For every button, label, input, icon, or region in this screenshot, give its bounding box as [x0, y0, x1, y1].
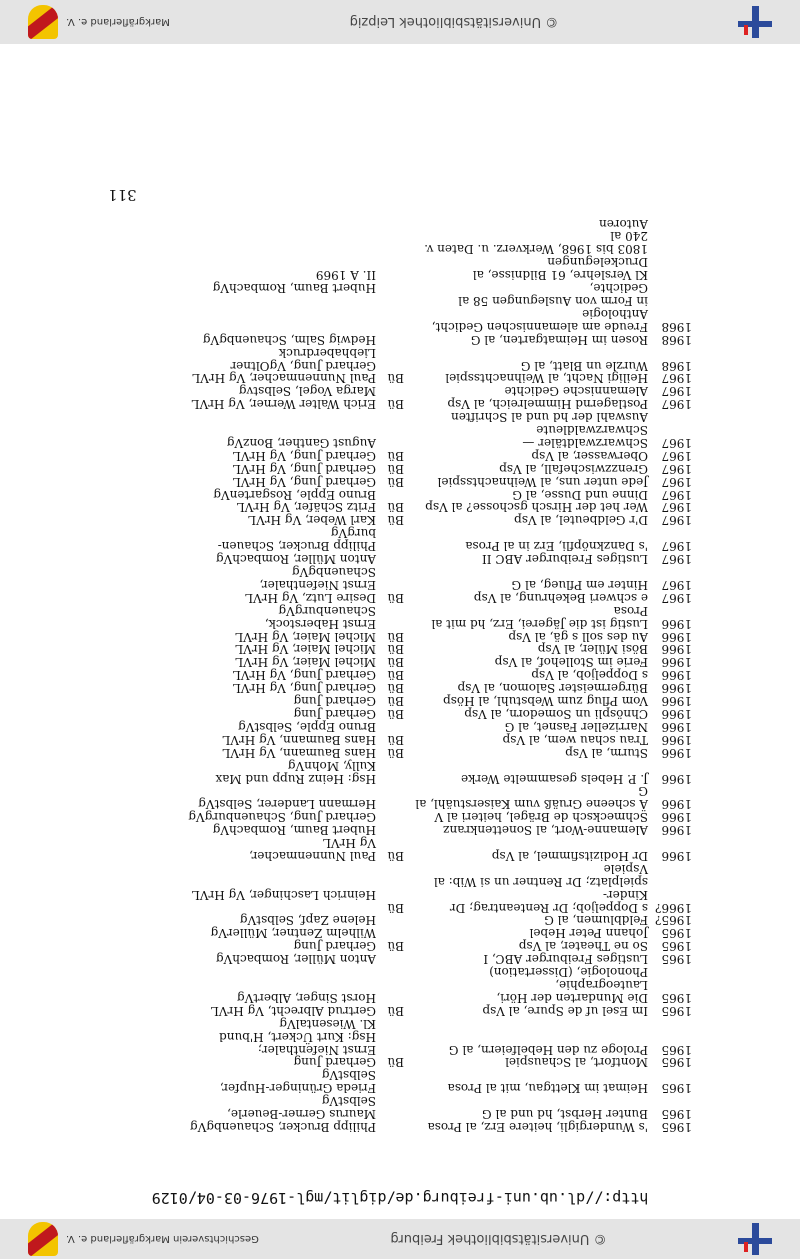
- bibliography-entry: [92, 1004, 692, 1017]
- entry-year: 1965: [661, 1055, 692, 1070]
- entry-author-publisher: Wilhelm Zentner, MüllerVg: [210, 926, 376, 941]
- entry-year: 1966: [661, 655, 692, 670]
- bibliography-entry: [92, 668, 692, 681]
- bibliography-entry: [92, 694, 692, 707]
- entry-author-publisher: Hubert Baum, RombachVg II. A 1969: [212, 268, 376, 296]
- entry-stage-marker: Bü: [387, 848, 404, 863]
- entry-year: 1967: [661, 461, 692, 476]
- crest-icon: [28, 5, 58, 39]
- entry-year: 1965: [661, 1042, 692, 1057]
- entry-title: Johann Peter Hebel: [529, 926, 648, 941]
- bibliography-entry: [92, 488, 692, 501]
- entry-year: 1967: [661, 500, 692, 515]
- entry-year: 1967: [661, 384, 692, 399]
- entry-title: Die Mundarten der Höri, Lauteographie, Phonologie, (Dissertation): [489, 965, 648, 1005]
- entry-author-publisher: Gerhard Jung, VgOltner Liebhaberdruck: [230, 345, 376, 373]
- entry-stage-marker: [376, 384, 404, 397]
- entry-title: Alemannische Gedichte: [504, 384, 648, 399]
- entry-year: 1968: [661, 319, 692, 334]
- bibliography-entry: [92, 707, 692, 720]
- entry-author-publisher: Fritz Schäfer, Vg HrVL: [236, 500, 376, 515]
- entry-stage-marker: Bü: [387, 707, 404, 721]
- entry-year: 1967: [661, 448, 692, 463]
- entry-year: 1965: [661, 952, 692, 967]
- bibliography-entry: [92, 526, 692, 552]
- entry-stage-marker: [376, 720, 404, 733]
- ub-logo-icon: [738, 1223, 772, 1255]
- bibliography-entry: [92, 862, 692, 914]
- entry-title: Heiligi Nacht, al Weihnachtsspiel: [445, 371, 648, 386]
- bibliography-entry: [92, 449, 692, 462]
- entry-year: 1966: [661, 823, 692, 838]
- bibliography-entry: [92, 1120, 692, 1133]
- bibliography-entry: [92, 643, 692, 656]
- entry-author-publisher: Maurus Gerner-Beuerle, SelbstVg: [227, 1094, 376, 1122]
- bibliography-entry: [92, 501, 692, 514]
- entry-stage-marker: Bü: [387, 668, 404, 683]
- header-strip: [0, 1219, 800, 1259]
- entry-stage-marker: [376, 565, 404, 591]
- entry-title: Sturm, al Vsp: [565, 745, 648, 760]
- crest-icon: [28, 1222, 58, 1256]
- entry-title: Au des soll s gä, al Vsp: [508, 629, 648, 644]
- entry-author-publisher: Gerhard Jung, Vg HrVL: [232, 448, 376, 463]
- footer-society-logo: [28, 5, 170, 39]
- bibliography-entry: [92, 681, 692, 694]
- entry-year: 1967: [661, 552, 692, 567]
- bibliography-list: [92, 217, 692, 1133]
- entry-stage-marker: [376, 1094, 404, 1120]
- entry-author-publisher: Horst Singer, AlbertVg: [236, 990, 376, 1005]
- entry-title: Lustiges Freiburger ABC II: [482, 552, 648, 567]
- entry-title: D'r Geldbeutel, al Vsp: [514, 513, 648, 528]
- bibliography-entry: [92, 333, 692, 346]
- entry-author-publisher: Bruno Epple, SelbstVg: [238, 719, 376, 734]
- entry-author-publisher: Hermann Landerer, SelbstVg: [198, 797, 376, 812]
- entry-stage-marker: Bü: [387, 500, 404, 515]
- entry-stage-marker: [376, 810, 404, 823]
- entry-stage-marker: Bü: [387, 694, 404, 709]
- entry-year: 1966: [661, 629, 692, 644]
- header-society-text: Geschichtsverein Markgräflerland e. V.: [66, 1233, 259, 1245]
- bibliography-entry: [92, 410, 692, 449]
- bibliography-entry: [92, 1017, 692, 1056]
- entry-stage-marker: [376, 488, 404, 501]
- entry-year: 1966: [661, 642, 692, 657]
- entry-year: 1966: [661, 848, 692, 863]
- bibliography-entry: [92, 1056, 692, 1069]
- bibliography-entry: [92, 1094, 692, 1120]
- entry-year: 1966: [661, 797, 692, 812]
- entry-stage-marker: Bü: [387, 732, 404, 747]
- bibliography-entry: [92, 346, 692, 372]
- entry-title: Wurzle un Blatt, al G: [520, 358, 648, 373]
- entry-title: Feldblumen, al G: [544, 913, 648, 928]
- bibliography-entry: [92, 733, 692, 746]
- entry-stage-marker: Bü: [387, 900, 404, 915]
- entry-author-publisher: Gerhard Jung, Vg HrVL: [232, 474, 376, 489]
- entry-year: 1966: [661, 694, 692, 709]
- entry-stage-marker: [376, 604, 404, 630]
- bibliography-entry: [92, 914, 692, 927]
- entry-author-publisher: Marga Vogel, Selbstvg: [238, 384, 376, 399]
- entry-year: 1968: [661, 358, 692, 373]
- entry-author-publisher: Philipp Brucker, Schauen- burgVg: [217, 526, 376, 554]
- entry-author-publisher: Michel Maier, Vg HrVL: [235, 642, 376, 657]
- entry-stage-marker: [376, 759, 404, 785]
- entry-author-publisher: Philipp Brucker, SchauenbgVg: [189, 1120, 376, 1134]
- footer-society-text: Markgräflerland e. V.: [66, 16, 170, 28]
- entry-stage-marker: Bü: [387, 474, 404, 489]
- entry-stage-marker: [376, 785, 404, 811]
- entry-title: Bunter Herbst, hd und al G: [482, 1107, 648, 1122]
- entry-author-publisher: Ernst Haberstock, SchauenburgVg: [264, 603, 376, 631]
- entry-year: 1966: [661, 732, 692, 747]
- entry-title: Rosen im Heimatgarten, al G: [470, 332, 648, 347]
- entry-title: So ne Theater, al Vsp: [518, 939, 648, 954]
- entry-title: Lustiges Freiburger ABC, I: [483, 952, 648, 967]
- bibliography-entry: [92, 927, 692, 940]
- entry-stage-marker: [376, 914, 404, 927]
- entry-stage-marker: [376, 1120, 404, 1133]
- entry-year: 1966: [661, 668, 692, 683]
- entry-stage-marker: [376, 823, 404, 836]
- entry-stage-marker: [376, 526, 404, 552]
- entry-title: Im Esel uf de Spure, al Vsp: [482, 1003, 648, 1018]
- entry-author-publisher: Michel Maier, Vg HrVL: [235, 655, 376, 670]
- entry-year: 1967: [661, 513, 692, 528]
- entry-title: Oberwasser, al Vsp: [531, 448, 648, 463]
- entry-year: 1966: [661, 707, 692, 721]
- entry-author-publisher: Desire Lutz, Vg HrVL: [245, 590, 376, 605]
- entry-year: 1968: [661, 332, 692, 347]
- entry-title: J. P. Hebels gesammelte Werke: [460, 771, 648, 786]
- entry-title: Dr Hodizitsfimmel, al Vsp: [491, 848, 648, 863]
- entry-author-publisher: Gerhard Jung, Vg HrVL: [232, 681, 376, 696]
- entry-stage-marker: Bü: [387, 629, 404, 644]
- entry-stage-marker: Bü: [387, 397, 404, 412]
- entry-title: Jede unter uns, al Weihnachtsspiel: [437, 474, 648, 489]
- bibliography-entry: [92, 823, 692, 836]
- bibliography-entry: [92, 372, 692, 385]
- bibliography-entry: [92, 591, 692, 604]
- entry-author-publisher: Gerhard Jung: [293, 1055, 376, 1070]
- entry-author-publisher: Helene Zapf, SelbstVg: [239, 913, 376, 928]
- entry-author-publisher: Paul Nunnenmacher, Vg HrVL: [249, 836, 376, 863]
- entry-stage-marker: Bü: [387, 642, 404, 657]
- entry-title: Schwarzwaldtäler — Schwarzwaldleute Auswahl der hd und al Schriften: [450, 410, 648, 450]
- entry-title: Vom Pflug zum Webstuhl, al Hösp: [443, 694, 648, 709]
- entry-year: 1966: [661, 810, 692, 825]
- entry-author-publisher: Hans Baumann, Vg HrVL: [222, 732, 376, 747]
- bibliography-entry: [92, 514, 692, 527]
- bibliography-entry: [92, 939, 692, 952]
- entry-year: 1967: [661, 435, 692, 450]
- bibliography-entry: [92, 746, 692, 759]
- entry-stage-marker: Bü: [387, 513, 404, 528]
- entry-stage-marker: [376, 410, 404, 449]
- entry-title: Heimat im Klettgau, mit al Prosa: [447, 1081, 648, 1096]
- footer-strip: [0, 0, 800, 44]
- entry-stage-marker: Bü: [387, 681, 404, 696]
- entry-title: Lustig ist die Jägerei, Erz, hd mit al Prosa: [431, 603, 648, 631]
- entry-stage-marker: [376, 552, 404, 565]
- entry-title: Wer het der Hirsch gschosse? al Vsp: [425, 500, 648, 515]
- entry-author-publisher: Bruno Epple, RosgartenVg: [213, 487, 376, 502]
- entry-year: 1967: [661, 474, 692, 489]
- bibliography-entry: [92, 759, 692, 785]
- bibliography-entry: [92, 475, 692, 488]
- entry-author-publisher: Hans Baumann, Vg HrVL: [222, 745, 376, 760]
- society-logo: [28, 1222, 259, 1256]
- entry-author-publisher: Frieda Grüninger-Hupfer, SelbstVg: [219, 1068, 376, 1096]
- library-logo: [738, 1223, 772, 1255]
- entry-author-publisher: Anton Müller, RombachVg: [215, 552, 376, 567]
- entry-year: 1967: [661, 539, 692, 554]
- entry-title: Grenzzwischefall, al Vsp: [499, 461, 648, 476]
- entry-title: Postlagernd Himmelreich, al Vsp: [447, 397, 648, 412]
- bibliography-entry: [92, 836, 692, 862]
- bibliography-entry: [92, 655, 692, 668]
- entry-author-publisher: Gerhard Jung, Vg HrVL: [232, 668, 376, 683]
- entry-year: 1966?: [655, 900, 692, 915]
- bibliography-entry: [92, 552, 692, 565]
- entry-title: Narrizeller Fasnet, al G: [504, 719, 648, 734]
- entry-title: Ferie im Stollehof, al Vsp: [494, 655, 648, 670]
- entry-title: Freude am alemannischen Gedicht, Anthologie in Form von Auslegungen 58 al Gedichte, Kl Verslehre, 61 Bildnisse, al Druckelegungen 1803 bis 1968, Werkverz. u. Daten v. 240 al Autoren: [424, 216, 648, 334]
- entry-author-publisher: Ernst Niefenthaler, SchauenbgVg: [259, 565, 376, 592]
- entry-title: Dinne und Dusse, al G: [512, 487, 648, 502]
- bibliography-entry: [92, 604, 692, 630]
- entry-stage-marker: [376, 965, 404, 1004]
- footer-library-logo: [738, 6, 772, 38]
- entry-title: Bösi Müler, al Vsp: [537, 642, 648, 657]
- entry-author-publisher: Hedwig Salm, SchauenbgVg: [202, 332, 376, 347]
- document-url[interactable]: http://dl.ub.uni-freiburg.de/diglit/mgl-1976-03-04/0129: [151, 1189, 649, 1207]
- entry-title: Montfort, al Schauspiel: [505, 1055, 648, 1070]
- entry-year: 1966: [661, 719, 692, 734]
- entry-stage-marker: [376, 217, 404, 333]
- entry-title: 's Wundergigli, heitere Erz, al Prosa: [427, 1120, 648, 1134]
- entry-year: 1967: [661, 371, 692, 386]
- entry-year: 1967: [661, 487, 692, 502]
- bibliography-entry: [92, 720, 692, 733]
- page-number: 311: [108, 186, 137, 204]
- entry-title: Alemanne-Wort, al Sonettenkranz: [443, 823, 648, 838]
- bibliography-entry: [92, 810, 692, 823]
- entry-stage-marker: [376, 927, 404, 940]
- footer-library-text: © Universitätsbibliothek Leipzig: [349, 14, 559, 30]
- entry-year: 1967: [661, 577, 692, 592]
- entry-stage-marker: [376, 346, 404, 372]
- entry-stage-marker: [376, 333, 404, 346]
- ub-logo-icon: [738, 6, 772, 38]
- entry-stage-marker: [376, 1017, 404, 1056]
- bibliography-entry: [92, 565, 692, 591]
- entry-year: 1966: [661, 745, 692, 760]
- entry-stage-marker: Bü: [387, 745, 404, 760]
- header-library-text: © Universitätsbibliothek Freiburg: [390, 1231, 607, 1247]
- entry-year: 1965?: [655, 913, 692, 928]
- entry-title: Chnöspli un Somedorn, al Vsp: [464, 707, 648, 721]
- entry-title: Schmecksch de Brägel, heiteri al V: [434, 810, 648, 825]
- entry-year: 1965: [661, 1107, 692, 1122]
- entry-title: Hinter em Pflueg, al G: [511, 577, 648, 592]
- entry-year: 1967: [661, 590, 692, 605]
- entry-stage-marker: Bü: [387, 1055, 404, 1070]
- entry-stage-marker: Bü: [387, 939, 404, 954]
- entry-year: 1967: [661, 397, 692, 412]
- entry-stage-marker: Bü: [387, 655, 404, 670]
- entry-title: s Doppeljob, al Vsp: [531, 668, 648, 683]
- entry-author-publisher: Paul Nunnenmacher, Vg HrVL: [192, 371, 376, 386]
- entry-title: Prologe zu den Hebelfeiern, al G: [448, 1042, 648, 1057]
- bibliography-entry: [92, 462, 692, 475]
- bibliography-entry: [92, 952, 692, 965]
- entry-author-publisher: Hsg: Heinz Rupp und Max Kully, MohnVg: [215, 758, 376, 786]
- entry-author-publisher: Ernst Niefenthaler; Hsg: Kurt Ückert, H'bund Kl. WiesentalVg: [219, 1016, 376, 1057]
- entry-year: 1966: [661, 616, 692, 631]
- entry-author-publisher: Gerhard Jung: [293, 707, 376, 721]
- entry-author-publisher: Gertrud Albrecht, Vg HrVL: [210, 1003, 376, 1018]
- entry-stage-marker: [376, 952, 404, 965]
- entry-author-publisher: Gerhard Jung: [293, 694, 376, 709]
- entry-year: 1965: [661, 1003, 692, 1018]
- entry-title: 's Danzknöpfli, Erz in al Prosa: [465, 539, 648, 554]
- entry-year: 1965: [661, 1081, 692, 1096]
- bibliography-entry: [92, 630, 692, 643]
- entry-author-publisher: Hubert Baum, RombachVg: [212, 823, 376, 838]
- bibliography-entry: [92, 397, 692, 410]
- entry-year: 1965: [661, 939, 692, 954]
- entry-author-publisher: August Ganther, BonzVg: [226, 435, 376, 450]
- entry-author-publisher: Heinrich Laschinger, Vg HrVL: [191, 887, 376, 902]
- entry-year: 1965: [661, 990, 692, 1005]
- entry-author-publisher: Karl Weber, Vg HrVL: [248, 513, 376, 528]
- entry-author-publisher: Gerhard Jung, SchauenburgVg: [188, 810, 376, 825]
- entry-stage-marker: Bü: [387, 1003, 404, 1018]
- entry-year: 1966: [661, 771, 692, 786]
- bibliography-entry: [92, 1068, 692, 1094]
- entry-stage-marker: Bü: [387, 461, 404, 476]
- entry-title: e schweri Bekehrung, al Vsp: [473, 590, 648, 605]
- entry-author-publisher: Michel Maier, Vg HrVL: [235, 629, 376, 644]
- entry-stage-marker: Bü: [387, 371, 404, 386]
- entry-stage-marker: Bü: [387, 448, 404, 463]
- entry-stage-marker: [376, 1068, 404, 1094]
- entry-year: 1965: [661, 926, 692, 941]
- entry-author-publisher: Gerhard Jung, Vg HrVL: [232, 461, 376, 476]
- entry-title: Bürgermeister Salomon, al Vsp: [457, 681, 648, 696]
- bibliography-entry: [92, 217, 692, 333]
- entry-title: s Doppeljob; Dr Renteantrag; Dr Kinder- spielplatz; Dr Rentner un si Wib: al Vspiele: [433, 861, 648, 915]
- bibliography-entry: [92, 965, 692, 1004]
- bibliography-entry: [92, 785, 692, 811]
- entry-year: 1965: [661, 1120, 692, 1134]
- entry-author-publisher: Gerhard Jung: [293, 939, 376, 954]
- entry-author-publisher: Erich Walter Werner, Vg HrVL: [191, 397, 376, 412]
- entry-year: 1966: [661, 681, 692, 696]
- entry-title: Ä scheene Gruäß vum Kaiserstuähl, al G: [415, 784, 648, 812]
- entry-title: Trau schau wem, al Vsp: [502, 732, 648, 747]
- entry-stage-marker: Bü: [387, 590, 404, 605]
- entry-author-publisher: Anton Müller, RombachVg: [215, 952, 376, 967]
- bibliography-entry: [92, 384, 692, 397]
